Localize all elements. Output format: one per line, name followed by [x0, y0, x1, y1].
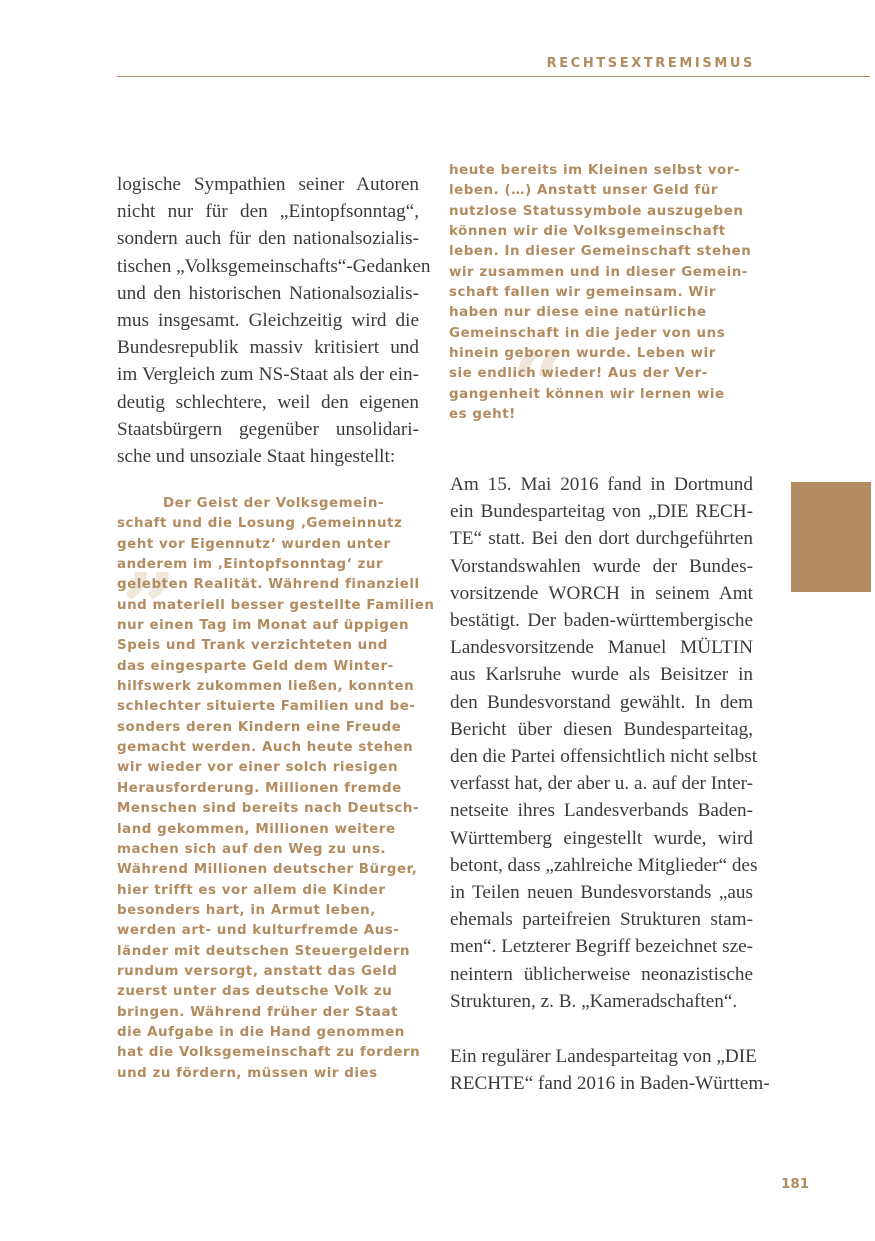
- text-line: Strukturen, z. B. „Kameradschaften“.: [450, 990, 738, 1012]
- text-line: geht vor Eigennutz‘ wurden unter: [117, 536, 391, 552]
- text-line: sonders deren Kindern eine Freude: [117, 719, 402, 735]
- text-line: wir zusammen und in dieser Gemein-: [449, 264, 748, 280]
- text-line: im Vergleich zum NS-Staat als der ein-: [117, 364, 419, 386]
- text-line: es geht!: [449, 407, 516, 423]
- text-line: mus insgesamt. Gleichzeitig wird die: [117, 310, 419, 332]
- text-line: sondern auch für den nationalsozialis-: [117, 228, 419, 250]
- text-line: werden art- und kulturfremde Aus-: [117, 923, 400, 939]
- text-line: und materiell besser gestellte Familien: [117, 597, 435, 613]
- text-line: Vorstandswahlen wurde der Bundes-: [450, 555, 753, 577]
- text-line: ehemals parteifreien Strukturen stam-: [450, 909, 753, 931]
- text-line: leben. In dieser Gemeinschaft stehen: [449, 244, 752, 260]
- text-line: länder mit deutschen Steuergeldern: [117, 943, 411, 959]
- text-line: leben. (…) Anstatt unser Geld für: [449, 183, 719, 199]
- text-line: ein Bundesparteitag von „DIE RECH-: [450, 501, 753, 523]
- text-line: hier trifft es vor allem die Kinder: [117, 882, 386, 898]
- right-column: [450, 471, 758, 1015]
- text-line: schaft und die Losung ‚Gemeinnutz: [117, 516, 403, 532]
- text-line: nur einen Tag im Monat auf üppigen: [117, 618, 410, 634]
- text-line: wir wieder vor einer solch riesigen: [117, 760, 399, 776]
- text-line: sie endlich wieder! Aus der Ver-: [449, 366, 708, 382]
- text-line: gelebten Realität. Während finanziell: [117, 577, 420, 593]
- text-line: neintern üblicherweise neonazistische: [450, 963, 753, 985]
- text-line: deutig schlechtere, weil den eigenen: [117, 391, 419, 413]
- text-line: Staatsbürgern gegenüber unsolidari-: [117, 418, 419, 440]
- text-line: Der Geist der Volksgemein-: [163, 496, 385, 511]
- text-line: und den historischen Nationalsozialis-: [117, 282, 419, 304]
- text-line: schaft fallen wir gemeinsam. Wir: [449, 285, 717, 301]
- text-line: zuerst unter das deutsche Volk zu: [117, 984, 393, 1000]
- left-quote-block: [117, 494, 435, 1084]
- text-line: RECHTE“ fand 2016 in Baden-Württem-: [450, 1073, 770, 1095]
- text-line: gangenheit können wir lernen wie: [449, 386, 725, 402]
- header-rule: [117, 76, 870, 77]
- text-line: Speis und Trank verzichteten und: [117, 638, 388, 654]
- text-line: haben nur diese eine natürliche: [449, 305, 707, 321]
- text-line: hilfswerk zukommen ließen, konnten: [117, 679, 415, 695]
- text-line: Ein regulärer Landesparteitag von „DIE: [450, 1046, 757, 1067]
- left-column: [117, 171, 431, 470]
- text-line: Herausforderung. Millionen fremde: [117, 780, 402, 796]
- text-line: bringen. Während früher der Staat: [117, 1004, 399, 1020]
- page-number: 181: [781, 1176, 810, 1192]
- text-line: aus Karlsruhe wurde als Beisitzer in: [450, 664, 753, 686]
- text-line: hat die Volksgemeinschaft zu fordern: [117, 1045, 421, 1061]
- right-column-lower: [450, 1043, 770, 1097]
- left-body-paragraph: [117, 171, 431, 470]
- text-line: können wir die Volksgemeinschaft: [449, 224, 726, 240]
- text-line: nicht nur für den „Eintopfsonntag“,: [117, 201, 419, 223]
- text-line: Bericht über diesen Bundesparteitag,: [450, 718, 753, 740]
- text-line: Menschen sind bereits nach Deutsch-: [117, 801, 420, 817]
- text-line: netseite ihres Landesverbands Baden-: [450, 800, 753, 822]
- text-line: vorsitzende WORCH in seinem Amt: [450, 582, 753, 604]
- text-line: Württemberg eingestellt wurde, wird: [450, 827, 753, 849]
- running-head: RECHTSEXTREMISMUS: [546, 56, 755, 71]
- text-line: den Bundesvorstand gewählt. In dem: [450, 691, 753, 713]
- text-line: Während Millionen deutscher Bürger,: [117, 862, 418, 878]
- text-line: in Teilen neuen Bundesvorstands „aus: [450, 882, 753, 904]
- text-line: anderem im ‚Eintopfsonntag‘ zur: [117, 557, 384, 573]
- text-line: nutzlose Statussymbole auszugeben: [449, 203, 744, 219]
- text-line: rundum versorgt, anstatt das Geld: [117, 963, 398, 979]
- text-line: land gekommen, Millionen weitere: [117, 821, 396, 837]
- text-line: hinein geboren wurde. Leben wir: [449, 346, 716, 362]
- text-line: Gemeinschaft in die jeder von uns: [449, 325, 726, 341]
- text-line: und zu fördern, müssen wir dies: [117, 1065, 378, 1081]
- text-line: machen sich auf den Weg zu uns.: [117, 841, 387, 857]
- text-line: verfasst hat, der aber u. a. auf der Inter-: [450, 773, 753, 795]
- text-line: bestätigt. Der baden-württembergische: [450, 610, 753, 632]
- text-line: sche und unsoziale Staat hingestellt:: [117, 446, 396, 468]
- chapter-thumb-tab: [791, 482, 871, 592]
- text-line: heute bereits im Kleinen selbst vor-: [449, 163, 741, 178]
- text-line: logische Sympathien seiner Autoren: [117, 174, 419, 195]
- text-line: TE“ statt. Bei den dort durchgeführten: [450, 528, 753, 550]
- right-quote: [449, 161, 754, 425]
- open-quote-mark: „: [123, 497, 179, 610]
- text-line: die Aufgabe in die Hand genommen: [117, 1024, 405, 1040]
- text-line: Landesvorsitzende Manuel MÜLTIN: [450, 637, 753, 659]
- text-line: Am 15. Mai 2016 fand in Dortmund: [450, 474, 753, 495]
- text-line: Bundesrepublik massiv kritisiert und: [117, 337, 419, 359]
- close-quote-mark: “: [511, 330, 567, 443]
- text-line: tischen „Volksgemeinschafts“-Gedanken: [117, 255, 431, 277]
- right-body-paragraph-1: [450, 471, 758, 1015]
- left-quote: [117, 494, 435, 1084]
- text-line: gemacht werden. Auch heute stehen: [117, 740, 414, 756]
- right-quote-block: [449, 161, 754, 443]
- text-line: betont, dass „zahlreiche Mitglieder“ des: [450, 854, 758, 876]
- right-body-paragraph-2: [450, 1043, 770, 1097]
- text-line: schlechter situierte Familien und be-: [117, 699, 416, 715]
- text-line: den die Partei offensichtlich nicht selbst: [450, 746, 758, 768]
- text-line: das eingesparte Geld dem Winter-: [117, 658, 394, 674]
- text-line: besonders hart, in Armut leben,: [117, 902, 376, 918]
- text-line: men“. Letzterer Begriff bezeichnet sze-: [450, 936, 753, 958]
